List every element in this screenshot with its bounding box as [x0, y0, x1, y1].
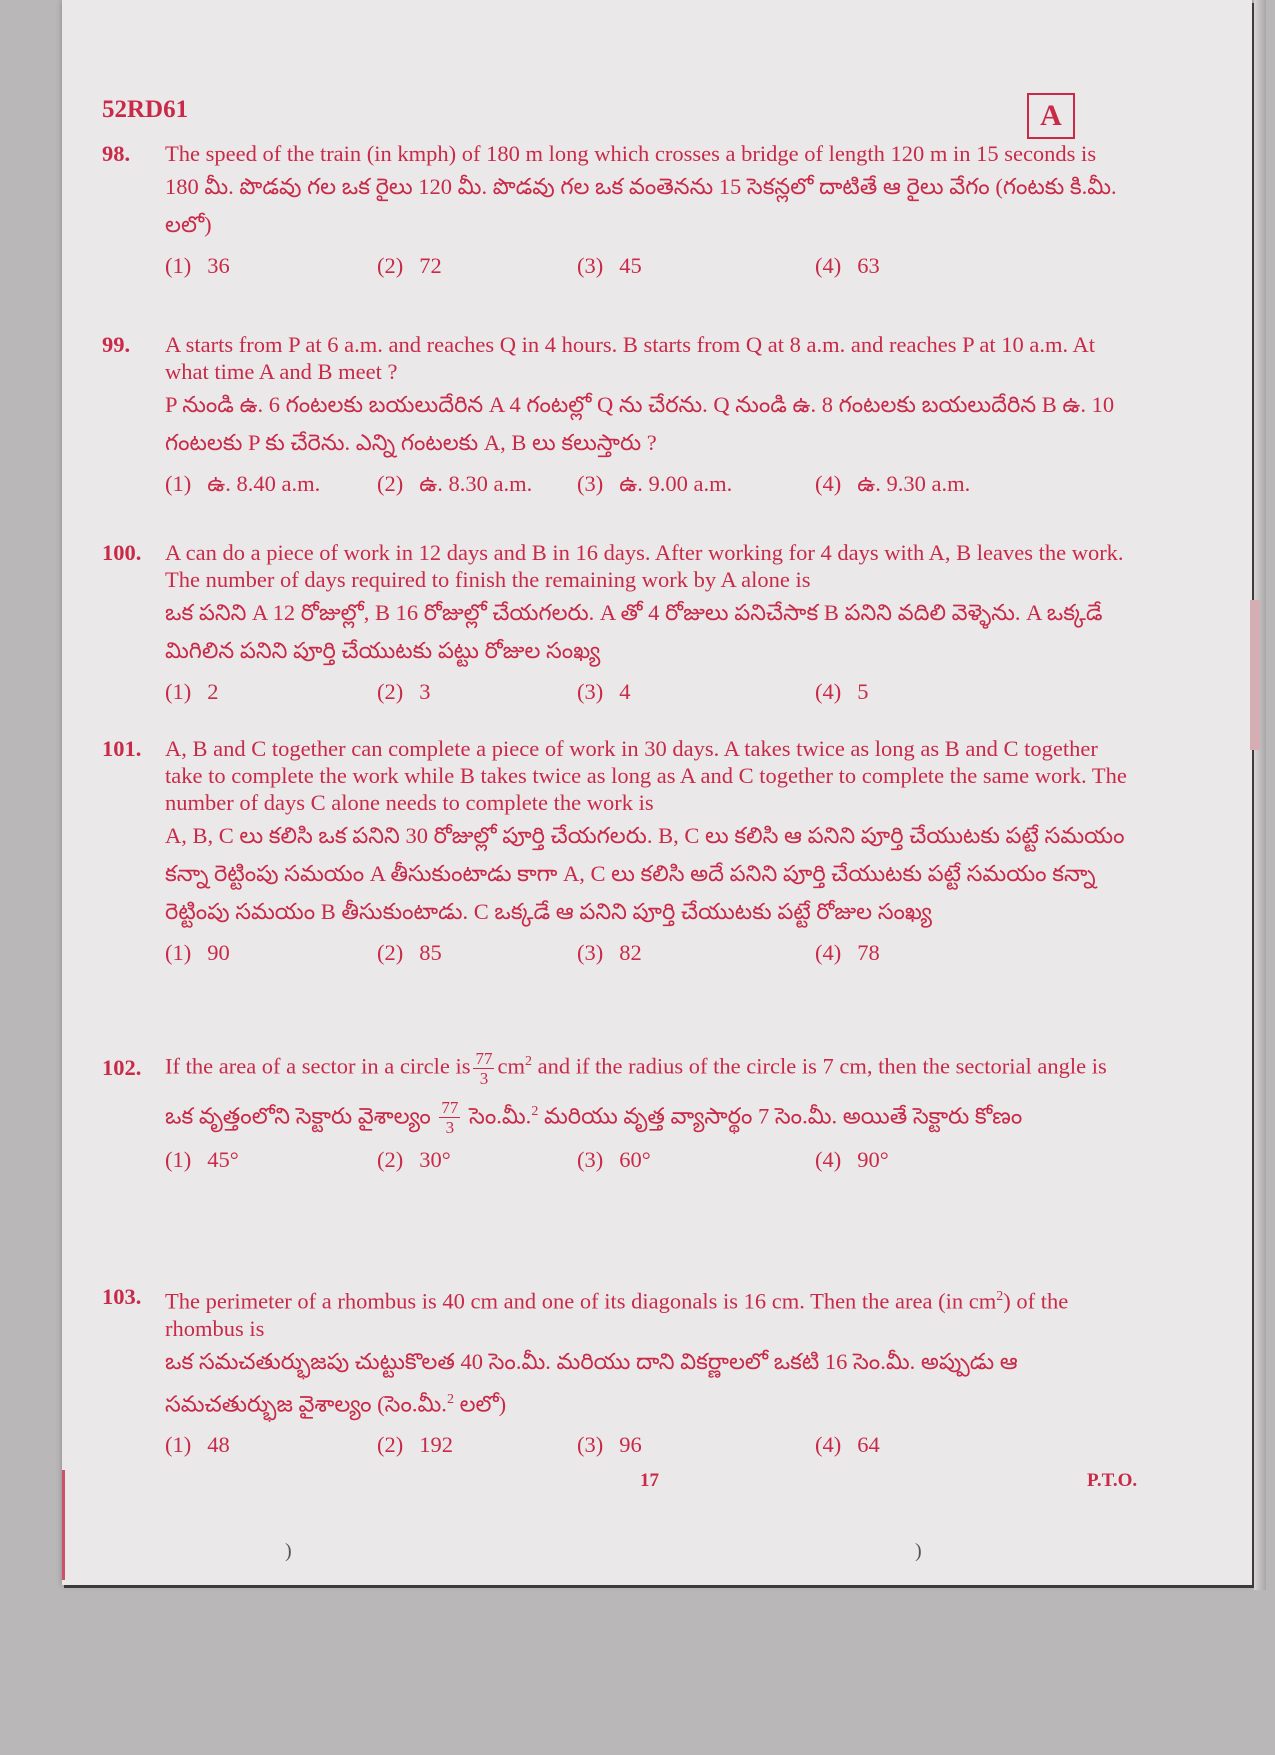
option-4: (4) 5 — [815, 679, 869, 704]
fraction: $\frac{77}{3}$ — [475, 1048, 493, 1088]
question-text-telugu: ఒక వృత్తంలోని సెక్టారు వైశాల్యం $\frac{77}{3}$ సెం.మీ.$^2$ మరియు వృత్త వ్యాసార్థం 7 సెం.మీ. అయితే సెక్టారు కోణం — [165, 1098, 1023, 1138]
options — [165, 1142, 1133, 1178]
option-2: (2) 3 — [377, 679, 431, 704]
options — [165, 466, 1133, 502]
option-2: (2) 72 — [377, 253, 442, 278]
option-1: (1) 90 — [165, 940, 230, 965]
paper-code: 52RD61 — [102, 96, 189, 123]
question-98 — [102, 140, 1142, 284]
question-103 — [102, 1283, 1142, 1463]
fraction: $\frac{77}{3}$ — [441, 1098, 459, 1138]
option-4: (4) ఉ. 9.30 a.m. — [815, 471, 971, 496]
question-102 — [102, 1040, 1142, 1178]
option-4: (4) 90° — [815, 1147, 889, 1172]
question-100 — [102, 539, 1142, 710]
question-number: 103. — [102, 1284, 142, 1309]
question-text-telugu: ఒక సమచతుర్భుజపు చుట్టుకొలత 40 సెం.మీ. మరియు దాని వికర్ణాలలో ఒకటి 16 సెం.మీ. అప్పుడు ఆ సమచతుర్భుజ వైశాల్యం (సెం.మీ.$^2$ లలో) — [165, 1348, 1018, 1416]
page-stack-edge — [1254, 0, 1266, 1590]
option-1: (1) 2 — [165, 679, 219, 704]
option-3: (3) 45 — [577, 253, 642, 278]
option-2: (2) ఉ. 8.30 a.m. — [377, 471, 533, 496]
question-101 — [102, 735, 1142, 971]
option-2: (2) 85 — [377, 940, 442, 965]
question-text-english: A starts from P at 6 a.m. and reaches Q in 4 hours. B starts from Q at 8 a.m. and reaches P at 10 a.m. At what time A and B meet ? — [165, 332, 1096, 384]
question-number: 102. — [102, 1055, 142, 1080]
option-4: (4) 64 — [815, 1432, 880, 1457]
question-text-english: The perimeter of a rhombus is 40 cm and one of its diagonals is 16 cm. Then the area (in $cm^2$) of the rhombus is — [165, 1288, 1069, 1341]
options — [165, 1427, 1133, 1463]
question-text-english: If the area of a sector in a circle is $\frac{77}{3}$ $cm^2$ and if the radius of the circle is 7 cm, then the sectorial angle is — [165, 1048, 1107, 1088]
question-number: 99. — [102, 332, 131, 357]
options — [165, 935, 1133, 971]
pto-label: P.T.O. — [1087, 1470, 1138, 1491]
staple-mark: ) — [915, 1540, 922, 1562]
question-number: 100. — [102, 540, 142, 565]
options — [165, 248, 1133, 284]
staple-mark: ) — [285, 1540, 292, 1562]
option-3: (3) 60° — [577, 1147, 651, 1172]
booklet-set-box: A — [1027, 93, 1075, 139]
question-text-telugu: 180 మీ. పొడవు గల ఒక రైలు 120 మీ. పొడవు గల ఒక వంతెనను 15 సెకన్లలో దాటితే ఆ రైలు వేగం (గంటకు కి.మీ. లలో) — [165, 174, 1117, 237]
option-1: (1) ఉ. 8.40 a.m. — [165, 471, 321, 496]
option-1: (1) 36 — [165, 253, 230, 278]
option-2: (2) 192 — [377, 1432, 453, 1457]
option-3: (3) ఉ. 9.00 a.m. — [577, 471, 733, 496]
option-1: (1) 48 — [165, 1432, 230, 1457]
page-number: 17 — [640, 1470, 659, 1491]
question-text-telugu: P నుండి ఉ. 6 గంటలకు బయలుదేరిన A 4 గంటల్లో Q ను చేరను. Q నుండి ఉ. 8 గంటలకు బయలుదేరిన B ఉ. 10 గంటలకు P కు చేరెను. ఎన్ని గంటలకు A, B లు కలుస్తారు ? — [165, 392, 1115, 455]
question-number: 98. — [102, 141, 131, 166]
question-number: 101. — [102, 736, 142, 761]
question-99 — [102, 331, 1142, 502]
option-1: (1) 45° — [165, 1147, 239, 1172]
question-text-english: The speed of the train (in kmph) of 180 m long which crosses a bridge of length 120 m in 15 seconds is — [165, 141, 1097, 166]
option-3: (3) 96 — [577, 1432, 642, 1457]
question-text-telugu: ఒక పనిని A 12 రోజుల్లో, B 16 రోజుల్లో చేయగలరు. A తో 4 రోజులు పనిచేసాక B పనిని వదిలి వెళ్ళెను. A ఒక్కడే మిగిలిన పనిని పూర్తి చేయుటకు పట్టు రోజుల సంఖ్య — [165, 600, 1103, 663]
question-text-english: A, B and C together can complete a piece of work in 30 days. A takes twice as long as B and C together take to complete the work while B takes twice as long as A and C together to complete the same work. The number of days C alone needs to complete the work is — [165, 736, 1127, 815]
question-text-english: A can do a piece of work in 12 days and B in 16 days. After working for 4 days with A, B leaves the work. The number of days required to finish the remaining work by A alone is — [165, 540, 1124, 592]
option-4: (4) 63 — [815, 253, 880, 278]
option-4: (4) 78 — [815, 940, 880, 965]
option-3: (3) 4 — [577, 679, 631, 704]
page-tab-mark — [1250, 600, 1260, 750]
question-text-telugu: A, B, C లు కలిసి ఒక పనిని 30 రోజుల్లో పూర్తి చేయగలరు. B, C లు కలిసి ఆ పనిని పూర్తి చేయుటకు పట్టే సమయం కన్నా రెట్టింపు సమయం A తీసుకుంటాడు కాగా A, C లు కలిసి అదే పనిని పూర్తి చేయుటకు పట్టే సమయం కన్నా రెట్టింపు సమయం B తీసుకుంటాడు. C ఒక్కడే ఆ పనిని పూర్తి చేయుటకు పట్టే రోజుల సంఖ్య — [165, 823, 1125, 924]
option-2: (2) 30° — [377, 1147, 451, 1172]
option-3: (3) 82 — [577, 940, 642, 965]
options — [165, 674, 1133, 710]
margin-mark — [62, 1470, 65, 1580]
